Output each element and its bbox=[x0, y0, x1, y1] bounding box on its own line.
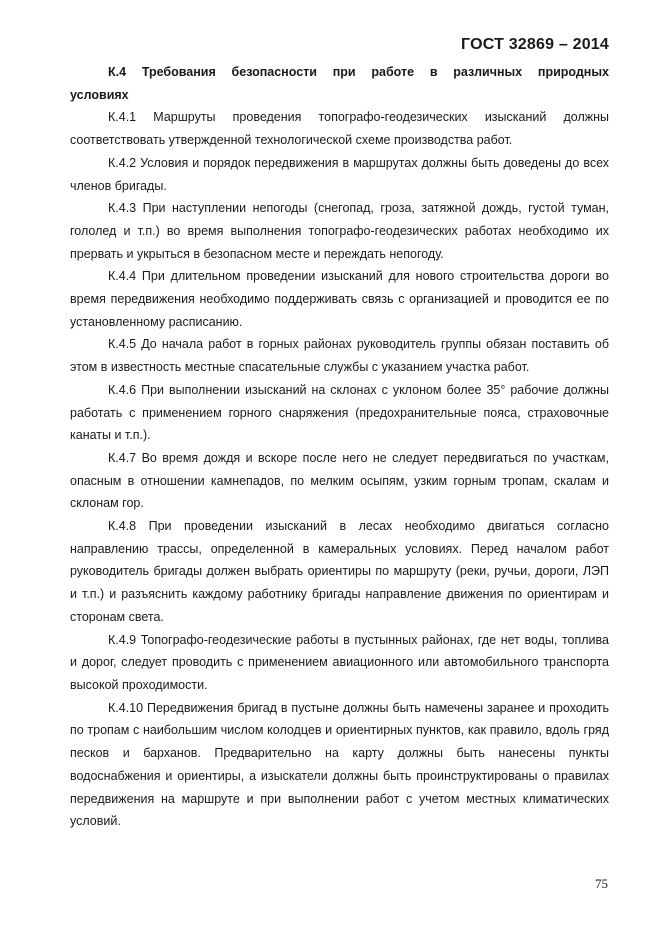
paragraph-k-4-2: К.4.2 Условия и порядок передвижения в маршрутах должны быть доведены до всех членов бригады. bbox=[70, 155, 609, 193]
paragraph-k-4-5: К.4.5 До начала работ в горных районах руководитель группы обязан поставить об этом в известность местные спасательные службы с указанием участка работ. bbox=[70, 337, 609, 375]
document-code-header: ГОСТ 32869 – 2014 bbox=[461, 36, 609, 53]
paragraph-k-4-10: К.4.10 Передвижения бригад в пустыне должны быть намечены заранее и проходить по тропам с наибольшим числом колодцев и ориентирных пунктов, как правило, вдоль гряд песков и барханов. Предварительно на карту должны быть нанесены пункты водоснабжения и ориентиры, а изыскатели должны быть проинструктированы о правилах передвижения на маршруте и при выполнении работ с учетом местных климатических условий. bbox=[70, 700, 609, 829]
section-title: К.4 Требования безопасности при работе в различных природных условиях bbox=[70, 65, 609, 102]
paragraph-k-4-4: К.4.4 При длительном проведении изысканий для нового строительства дороги во время передвижения необходимо поддерживать связь с организацией и проводится ее по установленному расписанию. bbox=[70, 269, 609, 329]
paragraph-k-4-8: К.4.8 При проведении изысканий в лесах необходимо двигаться согласно направлению трассы, определенной в камеральных условиях. Перед началом работ руководитель бригады должен выбрать ориентиры по маршруту (реки, ручьи, дороги, ЛЭП и т.п.) и разъяснить каждому работнику бригады направление движения по ориентирам и сторонам света. bbox=[70, 519, 609, 624]
paragraph-k-4-3: К.4.3 При наступлении непогоды (снегопад, гроза, затяжной дождь, густой туман, гололед и т.п.) во время выполнения топографо-геодезических работах необходимо их прервать и укрыться в безопасном месте и переждать непогоду. bbox=[70, 201, 609, 261]
paragraph-k-4-1: К.4.1 Маршруты проведения топографо-геодезических изысканий должны соответствовать утвержденной технологической схеме производства работ. bbox=[70, 110, 609, 148]
document-body bbox=[70, 61, 609, 833]
page-number: 75 bbox=[595, 876, 608, 891]
paragraph-k-4-7: К.4.7 Во время дождя и вскоре после него не следует передвигаться по участкам, опасным в отношении камнепадов, по мелким осыпям, узким горным тропам, скалам и склонам гор. bbox=[70, 450, 609, 511]
paragraph-k-4-9: К.4.9 Топографо-геодезические работы в пустынных районах, где нет воды, топлива и дорог, следует проводить с применением авиационного или автомобильного транспорта высокой проходимости. bbox=[70, 632, 609, 692]
paragraph-k-4-6: К.4.6 При выполнении изысканий на склонах с уклоном более 35° рабочие должны работать с применением горного снаряжения (предохранительные пояса, страховочные канаты и т.п.). bbox=[70, 382, 609, 443]
